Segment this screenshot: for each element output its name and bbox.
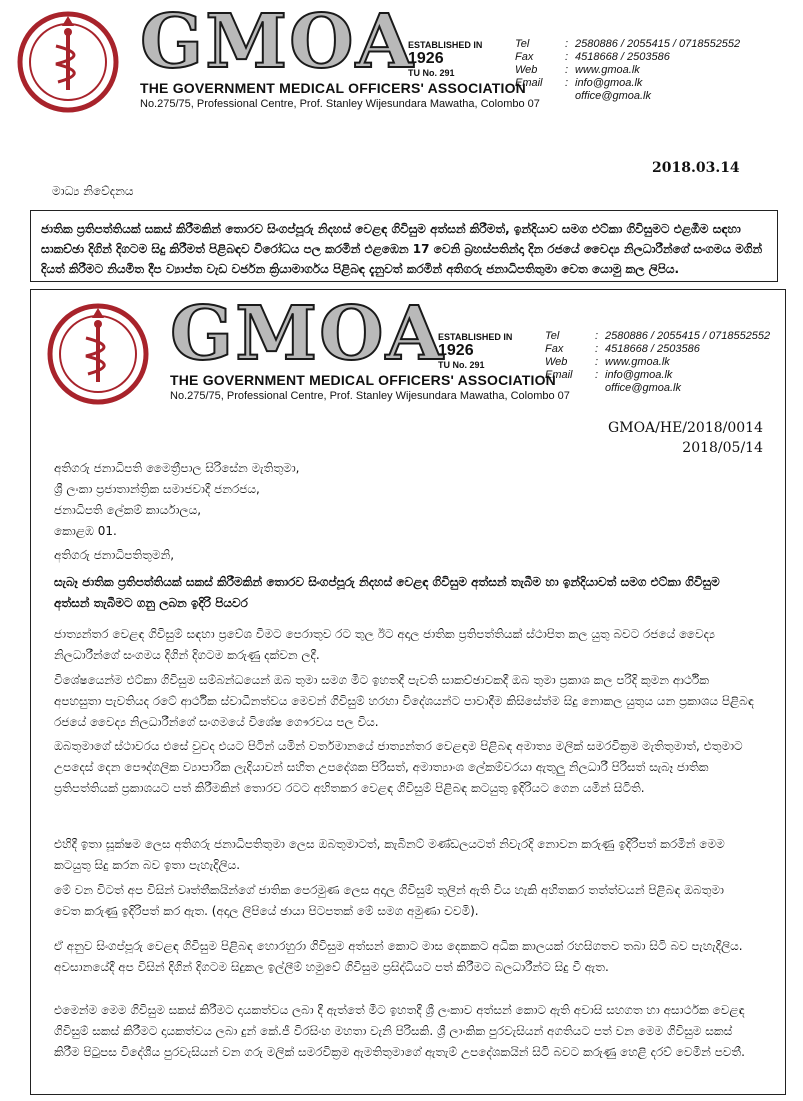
letter-date: 2018/05/14 [682,440,763,456]
press-release-date: 2018.03.14 [652,160,740,176]
established-block: ESTABLISHED IN 1926 TU No. 291 [438,332,513,370]
contact-fax: Fax : 4518668 / 2503586 [515,51,670,63]
gmoa-logo-text: GMOA [140,0,415,85]
letter-reference-block [608,418,763,458]
letter-subject: සැබෑ ජාතික ප්‍රතිපත්තියක් සකස් කිරීමකින් තොරව සිංගප්පූරු නිදහස් වෙළඳ ගිවිසුම අත්සන් තැබීම හා ඉන්දියාවත් සමග එට්කා ගිවිසුම අත්සන් තැබීමට ගනු ලබන ඉදිරි පියවර [54,575,720,610]
letter-reference: GMOA/HE/2018/0014 [608,420,763,436]
established-year: 1926 [408,50,444,67]
letter-paragraph: ඒ අනුව සිංගප්පූරු වෙළඳ ගිවිසුම පිළිබඳ හොරහුරා ගිවිසුම අත්සන් කොට මාස දෙකකට අධික කාලයක් රහසිගතව තබා සිටි බව පැහැදිලිය. අවසානයේදී අප විසින් දිගින් දිගටම සිදුකල ඉල්ලීම් හමුවේ ගිවිසුම ප්‍රසිද්ධියට පත් කිරීමට බලධාරීන්ට සිදු වී ඇත. [54,939,743,974]
gmoa-seal-icon [14,6,122,114]
tu-number: TU No. 291 [408,68,455,78]
established-label: ESTABLISHED IN [408,40,483,50]
contact-web[interactable]: Web : www.gmoa.lk [515,64,640,76]
recipient-line: ශ්‍රී ලංකා ප්‍රජාතාන්ත්‍රික සමාජවාදී ජනරජය, [54,482,260,496]
recipient-line: අතිගරු ජනාධිපති මෛත්‍රීපාල සිරිසේන මැතිතුමා, [54,461,300,475]
letter-paragraph: ඔබතුමාගේ ස්ථාවරය එසේ වුවද එයට පිටින් යමින් වර්තමානයේ ජාත්‍යන්තර වෙළඳාම පිළිබඳ අමාත්‍ය මලික් සමරවික්‍රම මැතිතුමාත්, එතුමාට උපදෙස් දෙන පෞද්ගලික ව්‍යාපාරික ලැදියාවන් සහිත උපදේශක පිරිසත්, අමාත්‍යාංශ ලේකම්වරයා ඇතුලු නිලධාරී පිරිසත් සැබෑ ජාතික ප්‍රතිපත්තියක් ප්‍රකාශයට පත් කිරීමකින් තොරව රටට අහිතකර වෙළඳ ගිවිසුම් පිළිබඳ කටයුතු ඉදිරියට ගෙන යමින් සිටිති. [54,739,743,795]
letterhead-inner [30,292,800,412]
association-address: No.275/75, Professional Centre, Prof. Stanley Wijesundara Mawatha, Colombo 07 [170,390,570,402]
recipient-line: ජනාධිපති ලේකම් කාර්යාලය, [54,503,202,517]
contact-block [515,38,740,103]
letter-paragraph: විශේෂයෙන්ම එට්කා ගිවිසුම සම්බන්ධයෙන් ඔබ තුමා සමග මීට ඉහතදී පැවති සාකච්ඡාවකදී ඔබ තුමා ප්‍රකාශ කල පරිදි කුමන ආර්ථික අපහසුතා පැවතියද රටේ ආර්ථික ස්වාධීනත්වය මෙවන් ගිවිසුම් හරහා විදේශයන්ට පාවාදීම කිසිසේත්ම සිදු නොකල යුතුය යන ප්‍රකාශය පිළිබඳ රජයේ වෛද්‍ය නිලධාරීන්ගේ සංගමයේ විශේෂ ගෞරවය පල විය. [54,673,754,729]
contact-block: Tel : 2580886 / 2055415 / 0718552552 Fax : 4518668 / 2503586 Web : www.gmoa.lk Email : info@gmoa.lk office@gmoa.lk [545,330,771,394]
association-address: No.275/75, Professional Centre, Prof. Stanley Wijesundara Mawatha, Colombo 07 [140,98,540,110]
letter-paragraph: එහිදී ඉතා සූක්ෂම ලෙස අතිගරු ජනාධිපතිතුමා ලෙස ඔබතුමාටත්, කැබිනට් මණ්ඩලයටත් නිවැරදි නොවන කරුණු ඉදිරිපත් කරමින් මෙම කටයුතු සිදු කරන බව ඉතා පැහැදිලිය. [54,837,725,872]
recipient-address [54,458,299,542]
gmoa-logo-text: GMOA [170,291,445,377]
letter-paragraph: මේ වන විටත් අප විසින් වෘත්තීකයින්ගේ ජාතික පෙරමුණ ලෙස අදාල ගිවිසුම් තුලින් ඇති විය හැකි අහිතකර තත්ත්වයන් පිළිබඳ ඔබතුමා වෙත කරුණු ඉදිරිපත් කර ඇත. (අදාල ලිපියේ ඡායා පිටපතක් මේ සමග අමුණා චවමි). [54,883,724,918]
contact-tel: Tel : 2580886 / 2055415 / 0718552552 [515,38,741,50]
letter-paragraph: ජාත්‍යන්තර වෙළඳ ගිවිසුම් සඳහා ප්‍රවේශ වීමට පෙරාතුව රට තුල ඊට අදාල ජාතික ප්‍රතිපත්තියක් ස්ථාපිත කල යුතු බවට රජයේ වෛද්‍ය නිලධාරීන්ගේ සංගමය දිගින් දිගටම කරුණු දක්වන ලදී. [54,627,715,662]
contact-email-2[interactable]: office@gmoa.lk [575,90,651,102]
association-name: THE GOVERNMENT MEDICAL OFFICERS' ASSOCIATION [140,80,526,96]
established-block [408,40,498,78]
contact-email[interactable]: Email : info@gmoa.lk [515,77,643,89]
media-release-label: මාධ්‍ය නිවේදනය [52,184,134,198]
salutation: අතිගරු ජනාධිපතිතුමනි, [54,548,175,562]
letterhead-top [0,0,803,120]
association-name: THE GOVERNMENT MEDICAL OFFICERS' ASSOCIATION [170,372,556,388]
press-summary-box: ජාතික ප්‍රතිපත්තියක් සකස් කිරීමකින් තොරව සිංගප්පූරු නිදහස් වෙළඳ ගිවිසුම අත්සන් කිරීමත්, ඉන්දියාව සමග එට්කා ගිවිසුමට එළඹීම සඳහා සාකච්ඡා දිගින් දිගටම සිදු කිරීමත් පිළිබඳව විරෝධය පල කරමින් එළඹෙන 17 වෙනි බ්‍රහස්පතින්දා දින රජයේ වෛද්‍ය නිලධාරීන්ගේ සංගමය මගින් දියත් කිරීමට නියමිත දීප ව්‍යාප්ත වැඩ වර්ජන ක්‍රියාමාර්ගය පිළිබඳ දැනුවත් කරමින් අතිගරු ජනාධිපතිතුමා වෙත යොමු කල ලිපිය. [30,210,778,282]
letter-paragraph: එමෙන්ම මෙම ගිවිසුම සකස් කිරීමට දායකත්වය ලබා දී ඇත්තේ මීට ඉහතදී ශ්‍රී ලංකාව අත්සන් කොට ඇති අවාසි සහගත හා අසාර්ථක වෙළඳ ගිවිසුම් සකස් කිරීමට දායකත්වය ලබා දුන් කේ.ජී විරසිංහ මහතා වැනි පිරිසකි. ශ්‍රී ලාංකික පුරවැසියන් අගතියට පත් වන මෙම ගිවිසුම සකස් කිරීම පිටුපස විදේශීය පුරවැසියන් වන ගරු මලික් සමරවික්‍රම ඇමතිතුමාගේ ඇතැම් උපදේශකයින් සිටි බවට කරුණු හෙළි දරව් වෙමින් පවතී. [54,1003,745,1059]
recipient-line: කොළඹ 01. [54,524,117,538]
gmoa-seal-icon [44,298,152,406]
